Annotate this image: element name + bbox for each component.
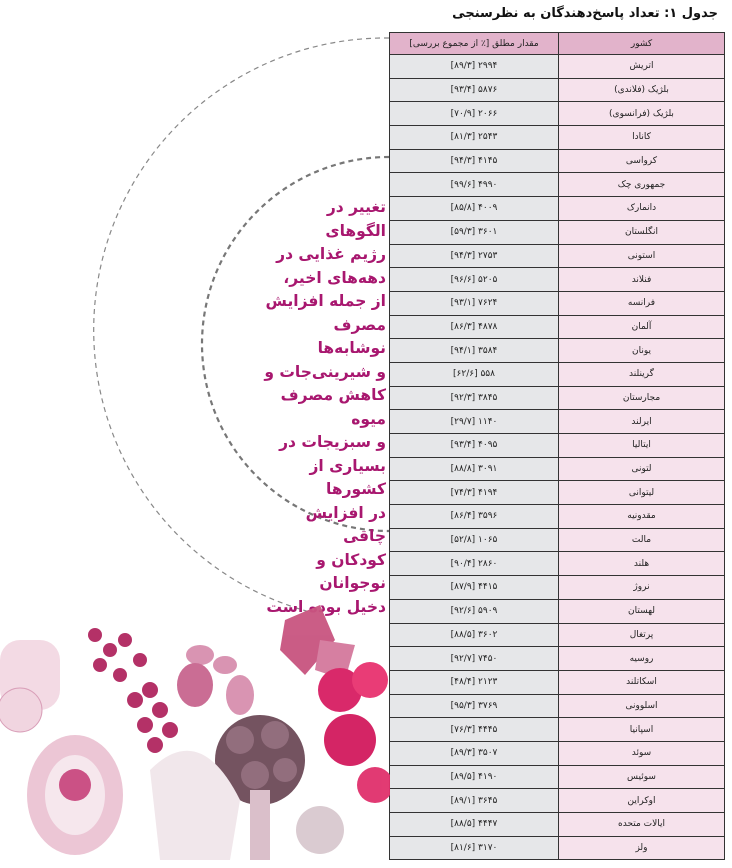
value-cell: ۴۴۴۵ [۷۶/۳] xyxy=(390,718,559,742)
table-row xyxy=(390,339,725,363)
quote-line: و سبزیجات در xyxy=(279,433,386,451)
value-cell: ۳۶۴۵ [۸۹/۱] xyxy=(390,789,559,813)
table-row xyxy=(390,741,725,765)
country-cell: انگلستان xyxy=(559,220,725,244)
value-cell: ۴۱۴۵ [۹۴/۳] xyxy=(390,149,559,173)
table-row xyxy=(390,670,725,694)
country-cell: فرانسه xyxy=(559,291,725,315)
value-cell: ۴۱۹۴ [۷۴/۳] xyxy=(390,481,559,505)
country-cell: اسلوونی xyxy=(559,694,725,718)
country-cell: مجارستان xyxy=(559,386,725,410)
country-cell: اوکراین xyxy=(559,789,725,813)
country-cell: لیتوانی xyxy=(559,481,725,505)
table-row xyxy=(390,55,725,79)
table-row xyxy=(390,244,725,268)
value-cell: ۴۴۴۷ [۸۸/۵] xyxy=(390,813,559,837)
table-row xyxy=(390,126,725,150)
table-row xyxy=(390,197,725,221)
table-row xyxy=(390,457,725,481)
country-cell: لتونی xyxy=(559,457,725,481)
value-cell: ۳۶۰۱ [۵۹/۳] xyxy=(390,220,559,244)
value-cell: ۳۰۹۱ [۸۸/۸] xyxy=(390,457,559,481)
quote-line: کاهش مصرف میوه xyxy=(280,386,386,428)
pull-quote xyxy=(262,196,386,619)
quote-line: رژیم غذایی در xyxy=(276,245,386,263)
country-cell: اسپانیا xyxy=(559,718,725,742)
value-cell: ۵۵۸ [۶۲/۶] xyxy=(390,362,559,386)
table-row xyxy=(390,315,725,339)
table-row xyxy=(390,173,725,197)
table-row xyxy=(390,386,725,410)
country-cell: سوئد xyxy=(559,741,725,765)
quote-line: دخیل بوده است xyxy=(266,597,386,616)
value-cell: ۳۵۹۶ [۸۶/۴] xyxy=(390,505,559,529)
country-cell: استونی xyxy=(559,244,725,268)
value-cell: ۴۹۹۰ [۹۹/۶] xyxy=(390,173,559,197)
country-cell: نروژ xyxy=(559,576,725,600)
country-cell: آلمان xyxy=(559,315,725,339)
value-cell: ۱۱۴۰ [۲۹/۷] xyxy=(390,410,559,434)
value-cell: ۲۹۹۴ [۸۹/۳] xyxy=(390,55,559,79)
country-cell: سوئیس xyxy=(559,765,725,789)
country-cell: پرتغال xyxy=(559,623,725,647)
quote-line: کودکان و نوجوانان xyxy=(316,550,386,592)
header-value: مقدار مطلق [٪ از مجموع بررسی] xyxy=(390,33,559,55)
value-cell: ۳۶۰۲ [۸۸/۵] xyxy=(390,623,559,647)
header-country: کشور xyxy=(559,33,725,55)
value-cell: ۴۰۹۵ [۹۳/۴] xyxy=(390,434,559,458)
country-cell: دانمارک xyxy=(559,197,725,221)
table-row xyxy=(390,220,725,244)
table-row xyxy=(390,362,725,386)
quote-line: از جمله افزایش xyxy=(265,292,386,310)
quote-line: در افزایش چاقی xyxy=(305,503,386,545)
table-row xyxy=(390,505,725,529)
table-row xyxy=(390,410,725,434)
country-cell: اتریش xyxy=(559,55,725,79)
food-illustration xyxy=(0,600,390,868)
table-row xyxy=(390,718,725,742)
value-cell: ۲۷۵۳ [۹۴/۳] xyxy=(390,244,559,268)
quote-line: و شیرینی‌جات و xyxy=(264,362,386,381)
value-cell: ۳۷۶۹ [۹۵/۳] xyxy=(390,694,559,718)
country-cell: ایالات متحده xyxy=(559,813,725,837)
fruits-vegetables-image xyxy=(0,605,390,860)
country-cell: روسیه xyxy=(559,647,725,671)
value-cell: ۱۰۶۵ [۵۲/۸] xyxy=(390,528,559,552)
quote-line: تغییر در الگوهای xyxy=(325,198,386,240)
country-cell: لهستان xyxy=(559,599,725,623)
quote-line: دهه‌های اخیر، xyxy=(283,268,386,287)
country-cell: بلژیک (فلاندی) xyxy=(559,78,725,102)
value-cell: ۴۸۷۸ [۸۶/۳] xyxy=(390,315,559,339)
country-cell: کانادا xyxy=(559,126,725,150)
table-row xyxy=(390,813,725,837)
table-row xyxy=(390,647,725,671)
respondents-table xyxy=(389,32,725,860)
value-cell: ۲۵۴۳ [۸۱/۳] xyxy=(390,126,559,150)
table-row xyxy=(390,836,725,860)
value-cell: ۳۸۴۵ [۹۲/۳] xyxy=(390,386,559,410)
value-cell: ۵۸۷۶ [۹۳/۴] xyxy=(390,78,559,102)
table-row xyxy=(390,434,725,458)
quote-line: بسیاری از کشورها xyxy=(309,456,386,498)
value-cell: ۳۵۸۴ [۹۴/۱] xyxy=(390,339,559,363)
value-cell: ۵۹۰۹ [۹۲/۶] xyxy=(390,599,559,623)
country-cell: ایرلند xyxy=(559,410,725,434)
country-cell: ایتالیا xyxy=(559,434,725,458)
table-row xyxy=(390,78,725,102)
table-row xyxy=(390,576,725,600)
country-cell: مقدونیه xyxy=(559,505,725,529)
table-row xyxy=(390,102,725,126)
table-row xyxy=(390,623,725,647)
country-cell: هلند xyxy=(559,552,725,576)
value-cell: ۷۶۲۴ [۹۳/۱] xyxy=(390,291,559,315)
table-row xyxy=(390,291,725,315)
value-cell: ۲۱۲۳ [۴۸/۴] xyxy=(390,670,559,694)
country-cell: ولز xyxy=(559,836,725,860)
country-cell: اسکاتلند xyxy=(559,670,725,694)
country-cell: جمهوری چک xyxy=(559,173,725,197)
value-cell: ۷۴۵۰ [۹۲/۷] xyxy=(390,647,559,671)
country-cell: بلژیک (فرانسوی) xyxy=(559,102,725,126)
table-row xyxy=(390,481,725,505)
country-cell: گرینلند xyxy=(559,362,725,386)
value-cell: ۳۵۰۷ [۸۹/۳] xyxy=(390,741,559,765)
table-header-row xyxy=(390,33,725,55)
table-row xyxy=(390,528,725,552)
value-cell: ۴۱۹۰ [۸۹/۵] xyxy=(390,765,559,789)
value-cell: ۲۰۶۶ [۷۰/۹] xyxy=(390,102,559,126)
country-cell: مالت xyxy=(559,528,725,552)
table-row xyxy=(390,268,725,292)
table-row xyxy=(390,694,725,718)
table-row xyxy=(390,599,725,623)
country-cell: فنلاند xyxy=(559,268,725,292)
value-cell: ۴۴۱۵ [۸۷/۹] xyxy=(390,576,559,600)
quote-line: مصرف نوشابه‌ها xyxy=(317,315,386,357)
table-row xyxy=(390,149,725,173)
table-row xyxy=(390,552,725,576)
value-cell: ۵۲۰۵ [۹۶/۶] xyxy=(390,268,559,292)
country-cell: یونان xyxy=(559,339,725,363)
value-cell: ۳۱۷۰ [۸۱/۶] xyxy=(390,836,559,860)
country-cell: کرواسی xyxy=(559,149,725,173)
table-row xyxy=(390,789,725,813)
value-cell: ۴۰۰۹ [۸۵/۸] xyxy=(390,197,559,221)
value-cell: ۲۸۶۰ [۹۰/۴] xyxy=(390,552,559,576)
table-title: جدول ۱: تعداد پاسخ‌دهندگان به نظرسنجی xyxy=(452,6,718,21)
table-row xyxy=(390,765,725,789)
